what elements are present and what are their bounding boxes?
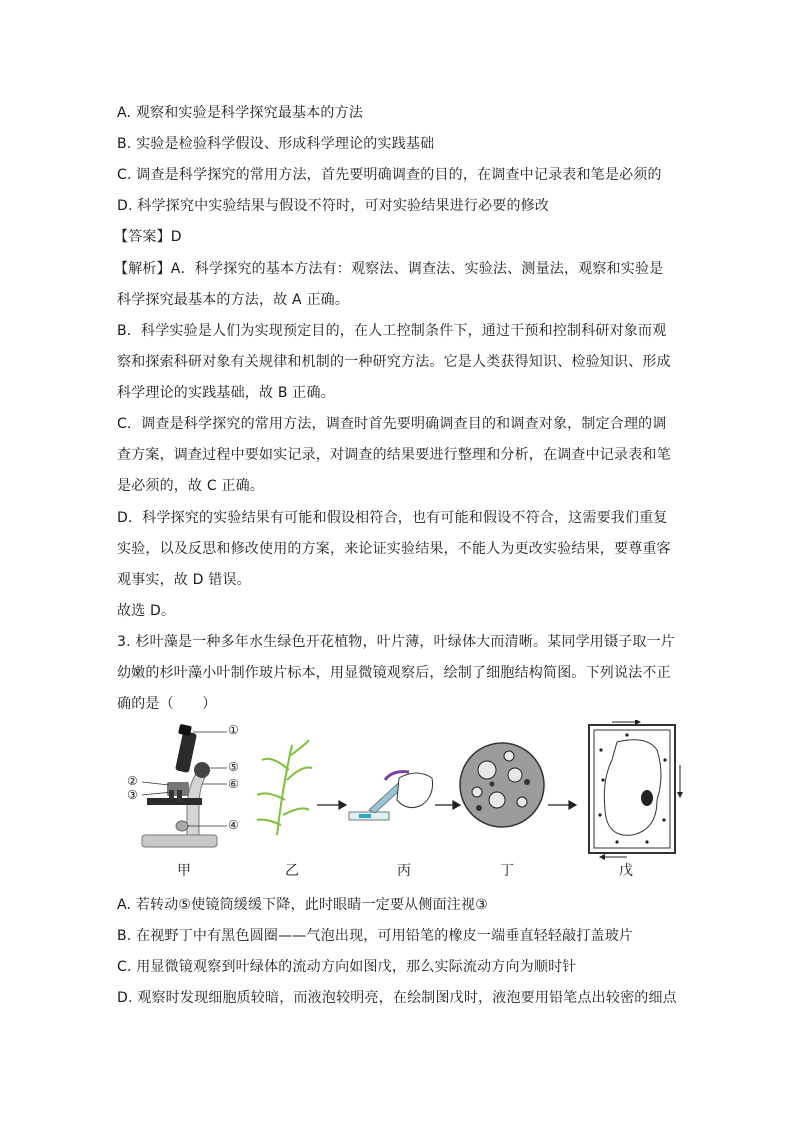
prev-option-d: D. 科学探究中实验结果与假设不符时，可对实验结果进行必要的修改 [117,198,550,214]
question-stem: 3. 杉叶藻是一种多年水生绿色开花植物，叶片薄，叶绿体大而清晰。某同学用镊子取一片 [117,634,676,650]
prev-option-b: B. 实验是检验科学假设、形成科学理论的实践基础 [117,136,435,152]
analysis-line: 故选 D。 [117,603,176,619]
analysis-line: C．调查是科学探究的常用方法，调查时首先要明确调查目的和调查对象，制定合理的调 [117,416,667,432]
callout-4: ④ [228,818,239,832]
callout-3: ③ [127,788,138,802]
analysis-line: D．科学探究的实验结果有可能和假设相符合，也有可能和假设不符合，这需要我们重复 [117,510,668,526]
analysis-line: 察和探索科研对象有关规律和机制的一种研究方法。它是人类获得知识、检验知识、形成 [117,354,671,370]
question-stem: 确的是（ ） [117,696,217,712]
option-b: B. 在视野丁中有黑色圆圈——气泡出现，可用铅笔的橡皮一端垂直轻轻敲打盖玻片 [117,928,634,944]
figure-illustrations [117,720,687,860]
panel-label-ding: 丁 [500,863,514,879]
callout-1: ① [228,723,239,737]
microscope-view-illustration [460,743,544,827]
analysis-line: 实验，以及反思和修改使用的方案，来论证实验结果，不能人为更改实验结果，要尊重客 [117,541,671,557]
option-a: A. 若转动⑤使镜筒缓缓下降，此时眼睛一定要从侧面注视③ [117,897,488,913]
experiment-figure [117,720,687,885]
panel-label-bing: 丙 [397,863,411,879]
panel-label-wu: 戊 [619,863,633,879]
analysis-line: 是必须的，故 C 正确。 [117,478,265,494]
option-d: D. 观察时发现细胞质较暗，而液泡较明亮，在绘制图戊时，液泡要用铅笔点出较密的细点 [117,990,677,1006]
microscope-illustration [142,724,227,847]
prev-option-c: C. 调查是科学探究的常用方法，首先要明确调查的目的，在调查中记录表和笔是必须的 [117,167,662,183]
analysis-line: B．科学实验是人们为实现预定目的，在人工控制条件下，通过干预和控制科研对象而观 [117,323,667,339]
slide-preparation-illustration [349,772,433,820]
analysis-line: 科学理论的实践基础，故 B 正确。 [117,385,335,401]
analysis-line: 查方案，调查过程中要如实记录，对调查的结果要进行整理和分析，在调查中记录表和笔 [117,447,671,463]
answer-line: 【答案】D [114,229,182,245]
plant-cell-illustration [589,720,683,860]
option-c: C. 用显微镜观察到叶绿体的流动方向如图戊，那么实际流动方向为顺时针 [117,959,577,975]
prev-option-a: A. 观察和实验是科学探究最基本的方法 [117,105,364,121]
analysis-line: 科学探究最基本的方法，故 A 正确。 [117,292,350,308]
panel-label-yi: 乙 [285,863,299,879]
analysis-line: 观事实，故 D 错误。 [117,572,251,588]
plant-illustration [257,740,312,835]
callout-2: ② [127,774,138,788]
question-stem: 幼嫩的杉叶藻小叶制作玻片标本，用显微镜观察后，绘制了细胞结构简图。下列说法不正 [117,665,671,681]
panel-label-jia: 甲 [177,863,191,879]
analysis-line: 【解析】A．科学探究的基本方法有：观察法、调查法、实验法、测量法，观察和实验是 [114,261,664,277]
callout-5: ⑤ [228,760,239,774]
callout-6: ⑥ [228,777,239,791]
